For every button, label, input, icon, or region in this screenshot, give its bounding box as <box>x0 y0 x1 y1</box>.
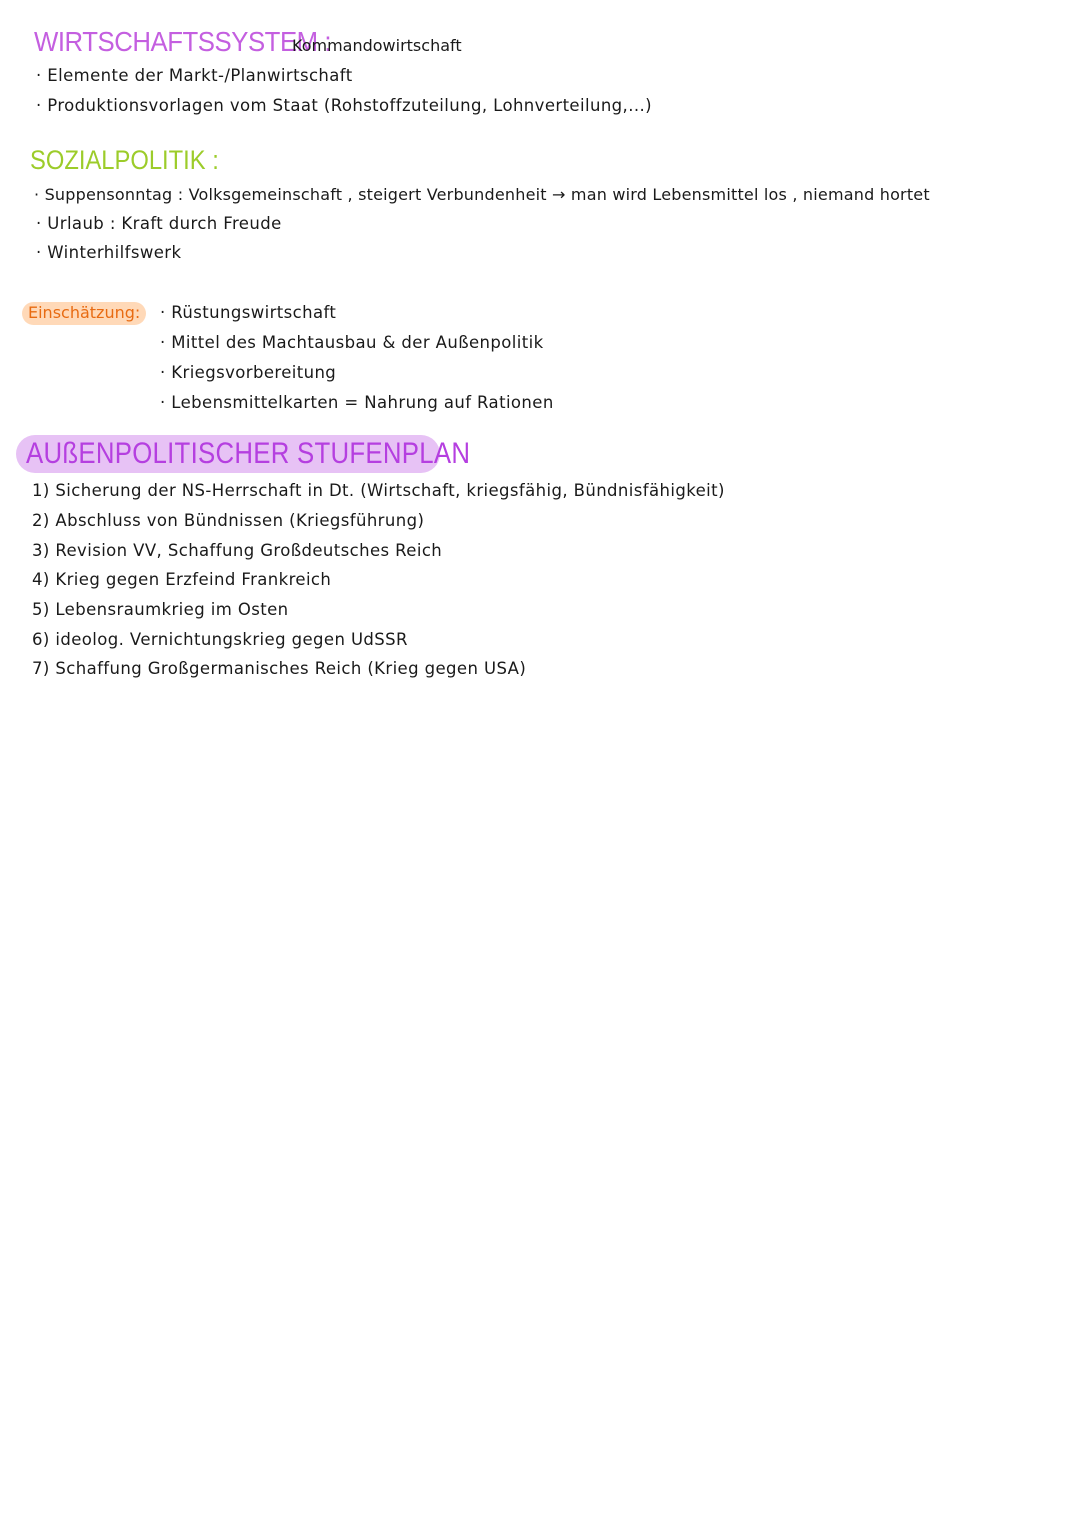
wirtschaft-item: · Elemente der Markt-/Planwirtschaft <box>36 66 353 85</box>
stufenplan-item: 5) Lebensraumkrieg im Osten <box>32 600 289 619</box>
wirtschaft-item: · Produktionsvorlagen vom Staat (Rohstoffzuteilung, Lohnverteilung,...) <box>36 96 652 115</box>
einschaetzung-item: · Kriegsvorbereitung <box>160 363 337 382</box>
sozial-item: · Suppensonntag : Volksgemeinschaft , steigert Verbundenheit → man wird Lebensmittel los , niemand hortet <box>34 185 930 204</box>
einschaetzung-item: · Rüstungswirtschaft <box>160 303 337 322</box>
einschaetzung-label: Einschätzung: <box>22 302 146 325</box>
stufenplan-item: 4) Krieg gegen Erzfeind Frankreich <box>32 570 332 589</box>
stufenplan-item: 2) Abschluss von Bündnissen (Kriegsführung) <box>32 511 425 530</box>
stufenplan-item: 6) ideolog. Vernichtungskrieg gegen UdSSR <box>32 630 408 649</box>
stufenplan-item: 1) Sicherung der NS-Herrschaft in Dt. (Wirtschaft, kriegsfähig, Bündnisfähigkeit) <box>32 481 725 500</box>
sozial-heading: SOZIALPOLITIK : <box>30 145 219 175</box>
stufenplan-item: 3) Revision VV, Schaffung Großdeutsches Reich <box>32 541 443 560</box>
wirtschaft-value: Kommandowirtschaft <box>292 36 462 55</box>
sozial-item: · Winterhilfswerk <box>36 243 182 262</box>
einschaetzung-item: · Mittel des Machtausbau & der Außenpolitik <box>160 333 544 352</box>
stufenplan-item: 7) Schaffung Großgermanisches Reich (Krieg gegen USA) <box>32 659 527 678</box>
wirtschaft-heading: WIRTSCHAFTSSYSTEM : <box>34 26 332 57</box>
stufenplan-heading: AUßENPOLITISCHER STUFENPLAN <box>26 437 471 470</box>
sozial-item: · Urlaub : Kraft durch Freude <box>36 214 282 233</box>
einschaetzung-item: · Lebensmittelkarten = Nahrung auf Rationen <box>160 393 554 412</box>
